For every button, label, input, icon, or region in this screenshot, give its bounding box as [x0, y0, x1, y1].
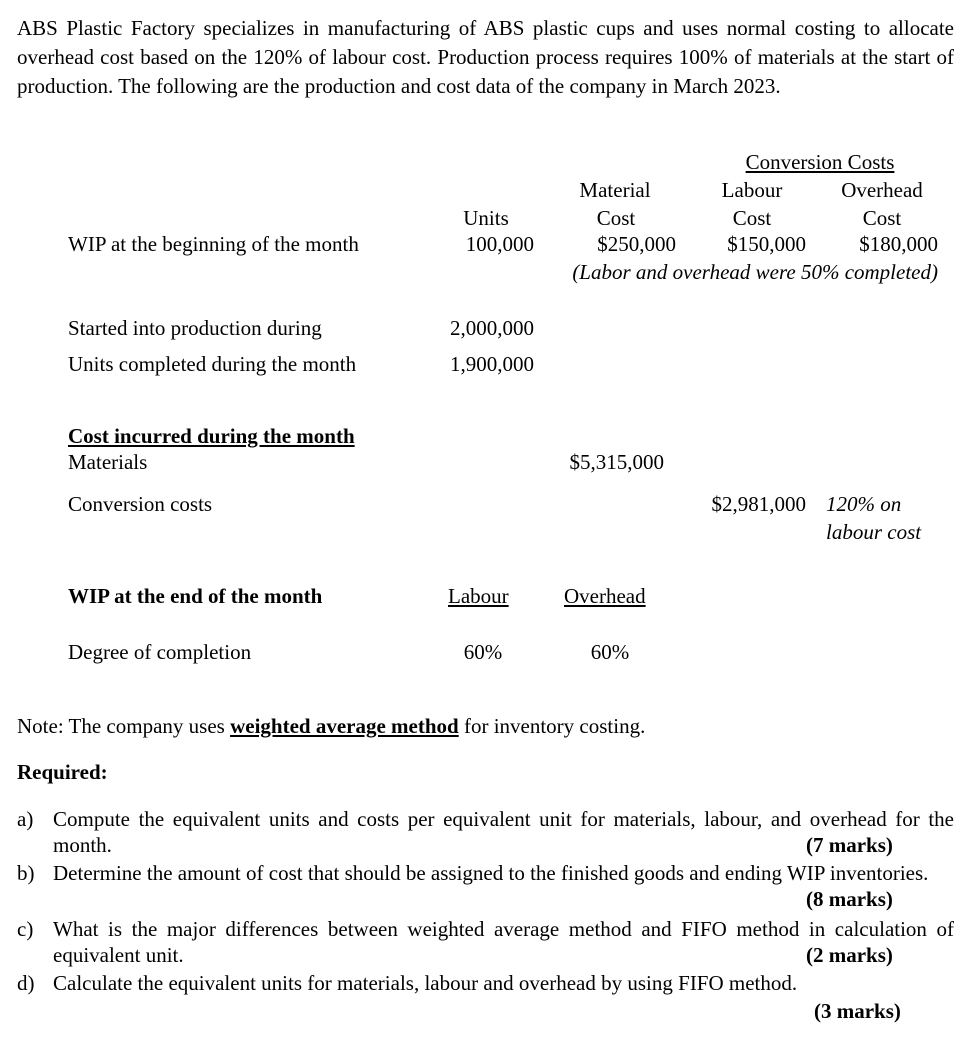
conversion-note-line1: 120% on	[826, 492, 902, 516]
overhead-header-line2: Cost	[862, 206, 902, 230]
cost-incurred-heading: Cost incurred during the month	[68, 424, 355, 448]
wip-beginning-overhead: $180,000	[859, 232, 938, 256]
conversion-costs-label: Conversion costs	[68, 492, 213, 516]
question-d	[17, 970, 954, 996]
question-label: c)	[17, 917, 34, 941]
wip-beginning-labour: $150,000	[727, 232, 806, 256]
question-a-marks: (7 marks)	[806, 833, 893, 857]
completed-label: Units completed during the month	[68, 352, 357, 376]
note-emphasis: weighted average method	[230, 714, 459, 738]
question-text: Determine the amount of cost that should be assigned to the finished goods and ending WIP inventories.	[53, 861, 929, 885]
materials-value: $5,315,000	[569, 450, 664, 474]
started-label: Started into production during	[68, 316, 322, 340]
question-c-marks: (2 marks)	[806, 943, 893, 967]
note-line	[17, 714, 645, 738]
overhead-header-line1: Overhead	[841, 178, 923, 202]
degree-of-completion-label: Degree of completion	[68, 640, 252, 664]
question-label: a)	[17, 807, 34, 831]
materials-label: Materials	[68, 450, 148, 474]
wip-beginning-note: (Labor and overhead were 50% completed)	[572, 260, 938, 284]
wip-end-label: WIP at the end of the month	[68, 584, 323, 608]
conversion-note-line2: labour cost	[826, 520, 922, 544]
labour-header-line1: Labour	[721, 178, 783, 202]
material-header-line2: Cost	[596, 206, 636, 230]
note-suffix: for inventory costing.	[458, 714, 646, 738]
completed-units: 1,900,000	[450, 352, 534, 376]
note-prefix: Note: The company uses	[17, 714, 231, 738]
wip-beginning-label: WIP at the beginning of the month	[68, 232, 359, 256]
question-b-marks: (8 marks)	[806, 887, 893, 911]
question-d-marks: (3 marks)	[814, 999, 901, 1023]
wip-end-overhead-header: Overhead	[564, 584, 646, 608]
conversion-costs-header: Conversion Costs	[745, 150, 895, 174]
started-units: 2,000,000	[450, 316, 534, 340]
conversion-costs-value: $2,981,000	[711, 492, 806, 516]
wip-end-overhead-pct: 60%	[590, 640, 630, 664]
required-heading: Required:	[17, 760, 108, 784]
question-text: What is the major differences between weighted average method and FIFO method in calculation of equivalent unit.	[53, 917, 954, 967]
wip-beginning-units: 100,000	[465, 232, 534, 256]
labour-header-line2: Cost	[732, 206, 772, 230]
question-text: Compute the equivalent units and costs per equivalent unit for materials, labour, and overhead for the month.	[53, 807, 954, 857]
question-label: b)	[17, 861, 35, 885]
question-label: d)	[17, 971, 35, 995]
material-header-line1: Material	[579, 178, 651, 202]
units-header: Units	[463, 206, 509, 230]
question-text: Calculate the equivalent units for materials, labour and overhead by using FIFO method.	[53, 971, 798, 995]
wip-beginning-material: $250,000	[597, 232, 676, 256]
intro-paragraph: ABS Plastic Factory specializes in manufacturing of ABS plastic cups and uses normal costing to allocate overhead cost based on the 120% of labour cost. Production process requires 100% of materials at the start of production. The following are the production and cost data of the company in March 2023.	[17, 16, 954, 98]
wip-end-labour-pct: 60%	[463, 640, 503, 664]
wip-end-labour-header: Labour	[448, 584, 509, 608]
